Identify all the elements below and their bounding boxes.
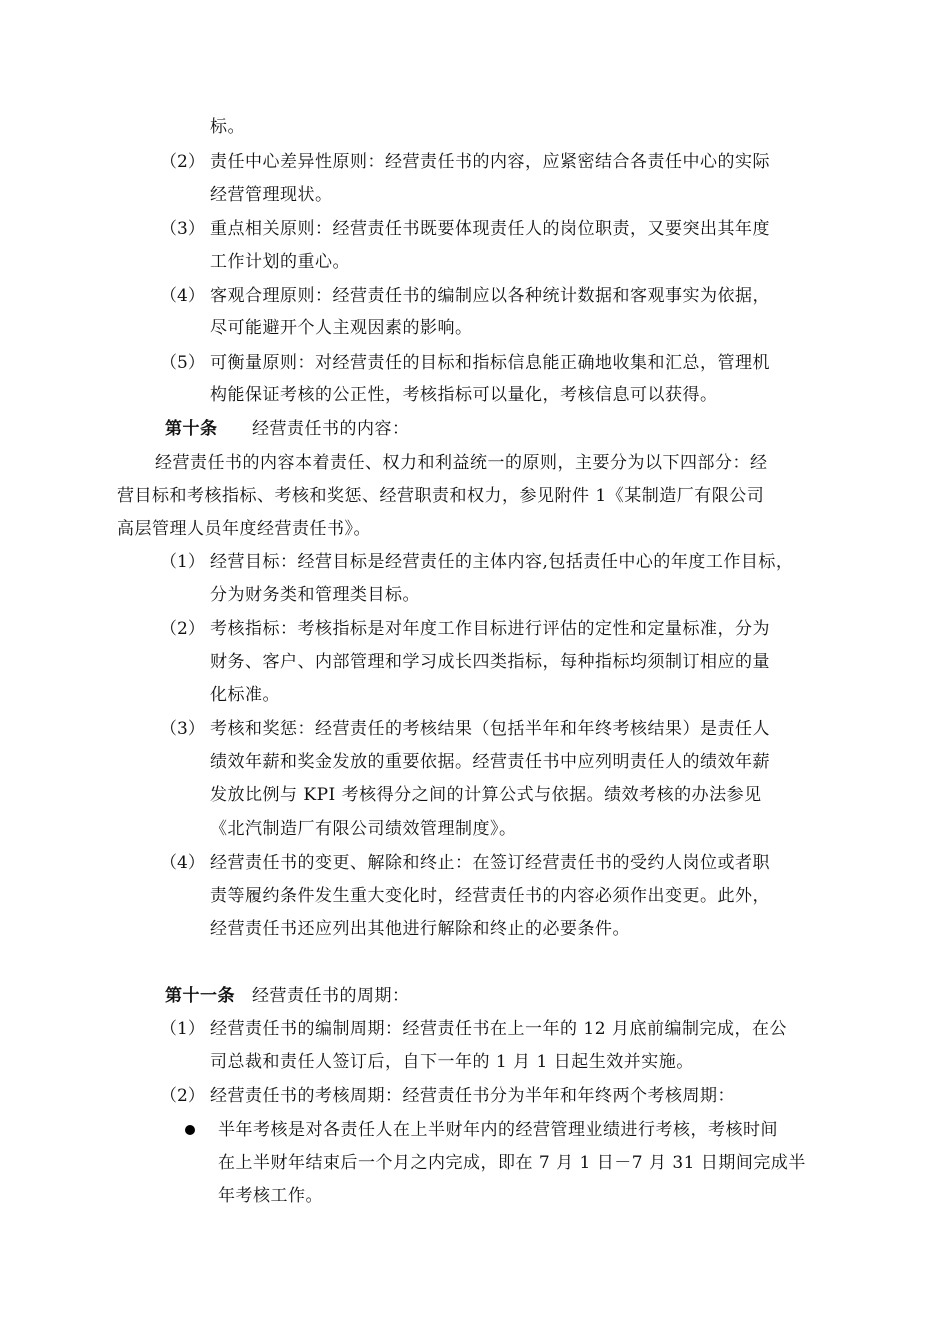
bullet-dot-icon — [185, 1125, 195, 1135]
item-number: （2） — [160, 152, 205, 172]
item-text-line: 化标准。 — [210, 685, 280, 705]
item-number: （5） — [160, 353, 205, 373]
item-text-line: 责等履约条件发生重大变化时，经营责任书的内容必须作出变更。此外， — [210, 886, 770, 906]
item-text-line: 《北汽制造厂有限公司绩效管理制度》。 — [210, 819, 517, 839]
paragraph-line: 标。 — [210, 117, 245, 137]
item-number: （1） — [160, 552, 205, 572]
item-text-line: 可衡量原则：对经营责任的目标和指标信息能正确地收集和汇总，管理机 — [210, 353, 770, 373]
item-text-line: 分为财务类和管理类目标。 — [210, 585, 420, 605]
article-10-label: 第十条 — [165, 419, 218, 439]
item-text-line: 经营责任书的变更、解除和终止：在签订经营责任书的受约人岗位或者职 — [210, 853, 770, 873]
item-text-line: 考核指标：考核指标是对年度工作目标进行评估的定性和定量标准，分为 — [210, 619, 770, 639]
item-text-line: 经营目标：经营目标是经营责任的主体内容,包括责任中心的年度工作目标， — [210, 552, 794, 572]
item-text-line: 考核和奖惩：经营责任的考核结果（包括半年和年终考核结果）是责任人 — [210, 719, 770, 739]
item-number: （3） — [160, 219, 205, 239]
bullet-text-line: 年考核工作。 — [218, 1186, 323, 1206]
article-11-label: 第十一条 — [165, 986, 235, 1006]
item-number: （2） — [160, 1086, 205, 1106]
item-text-line: 工作计划的重心。 — [210, 252, 350, 272]
article-10-intro-line: 高层管理人员年度经营责任书》。 — [117, 519, 371, 539]
item-number: （4） — [160, 286, 205, 306]
item-number: （2） — [160, 619, 205, 639]
item-text-line: 尽可能避开个人主观因素的影响。 — [210, 318, 473, 338]
item-text-line: 财务、客户、内部管理和学习成长四类指标，每种指标均须制订相应的量 — [210, 652, 770, 672]
item-text-line: 构能保证考核的公正性，考核指标可以量化，考核信息可以获得。 — [210, 385, 718, 405]
item-text-line: 经营管理现状。 — [210, 185, 333, 205]
article-10-title: 经营责任书的内容： — [252, 419, 410, 439]
article-10-intro-line: 经营责任书的内容本着责任、权力和利益统一的原则，主要分为以下四部分：经 — [155, 453, 768, 473]
item-number: （1） — [160, 1019, 205, 1039]
item-text-line: 客观合理原则：经营责任书的编制应以各种统计数据和客观事实为依据， — [210, 286, 770, 306]
bullet-text-line: 半年考核是对各责任人在上半财年内的经营管理业绩进行考核，考核时间 — [218, 1120, 778, 1140]
item-text-line: 重点相关原则：经营责任书既要体现责任人的岗位职责，又要突出其年度 — [210, 219, 770, 239]
item-text-line: 绩效年薪和奖金发放的重要依据。经营责任书中应列明责任人的绩效年薪 — [210, 752, 770, 772]
item-text-line: 责任中心差异性原则：经营责任书的内容，应紧密结合各责任中心的实际 — [210, 152, 770, 172]
item-text-line: 经营责任书还应列出其他进行解除和终止的必要条件。 — [210, 919, 630, 939]
item-text-line: 经营责任书的编制周期：经营责任书在上一年的 12 月底前编制完成，在公 — [210, 1019, 787, 1039]
item-text-line: 经营责任书的考核周期：经营责任书分为半年和年终两个考核周期： — [210, 1086, 735, 1106]
item-text-line: 发放比例与 KPI 考核得分之间的计算公式与依据。绩效考核的办法参见 — [210, 785, 762, 805]
article-10-intro-line: 营目标和考核指标、考核和奖惩、经营职责和权力，参见附件 1《某制造厂有限公司 — [117, 486, 765, 506]
bullet-text-line: 在上半财年结束后一个月之内完成，即在 7 月 1 日－7 月 31 日期间完成半 — [218, 1153, 806, 1173]
item-number: （3） — [160, 719, 205, 739]
item-number: （4） — [160, 853, 205, 873]
article-11-title: 经营责任书的周期： — [252, 986, 410, 1006]
item-text-line: 司总裁和责任人签订后，自下一年的 1 月 1 日起生效并实施。 — [210, 1052, 694, 1072]
